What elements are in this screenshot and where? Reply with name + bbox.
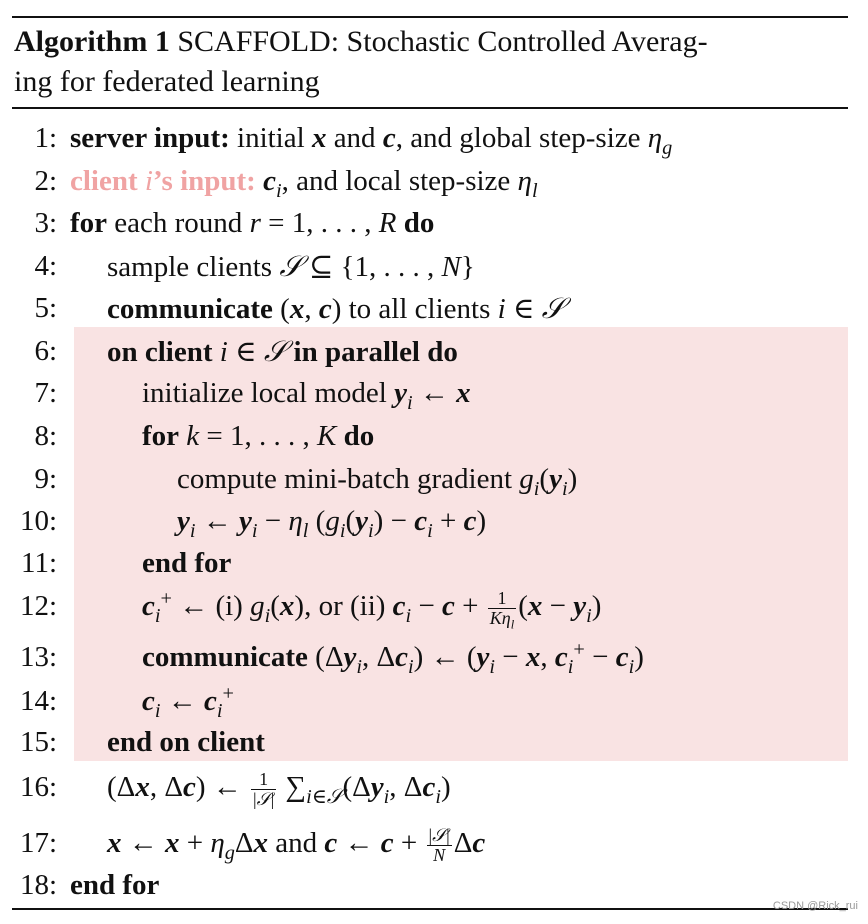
algo-line-4: 4: sample clients 𝒮 ⊆ {1, . . . , N} — [34, 249, 475, 283]
algo-line-2: 2: client i’s input: $c_i$, and local step-size $\eta_l$ — [34, 165, 538, 202]
watermark: CSDN @Rick_rui — [772, 900, 858, 912]
algo-line-8: 8: for k = 1, . . . , K do — [34, 420, 375, 452]
title-rule — [12, 107, 848, 109]
fraction: $\frac{1}{\text{|𝒮|}}$ — [253, 768, 275, 810]
algo-line-15: 15: end on client — [19, 726, 265, 758]
algo-line-12: 12: $c_i^+$ ← (i) $g_i(x)$, or (ii) $c_i - c$ + $\frac{1}{K\eta_l}$ $(x - y_i)$ — [19, 587, 602, 632]
top-rule — [12, 16, 848, 18]
algo-line-7: 7: initialize local model $y_i$ ← x — [34, 377, 471, 414]
algo-line-3: 3: for each round r = 1, . . . , R do — [34, 207, 435, 239]
algo-line-14: 14: $c_i$ ← $c_i^+$ — [19, 682, 234, 722]
algo-line-13: 13: communicate ($\Delta y_i$, $\Delta c_i$) ← ($y_i - x$, $c_i^+ - c_i$) — [19, 638, 644, 678]
bottom-rule — [12, 908, 848, 910]
fraction: $\frac{\text{|𝒮|}}{N}$ — [428, 824, 450, 865]
algo-line-10: 10: $y_i$ ← $y_i - \eta_l$ $(g_i(y_i) - c_i + c)$ — [19, 505, 487, 542]
algorithm-title — [14, 22, 848, 102]
algo-line-9: 9: compute mini-batch gradient $g_i(y_i)$ — [34, 463, 578, 500]
algo-line-17: 17: x ← $x + \eta_g\Delta x$ and c ← c + $\frac{\text{|𝒮|}}{N}$ Δc — [19, 824, 486, 865]
keyword: server input: — [70, 122, 230, 154]
algo-line-6: 6: on client i ∈ 𝒮 in parallel do — [34, 334, 458, 368]
client-input-keyword: client i’s input: — [70, 165, 256, 197]
algorithm-label: Algorithm 1 — [14, 25, 170, 58]
algo-line-16: 16: (Δx, Δc) ← $\frac{1}{\text{|𝒮|}}$ $\sum_{i\in 𝒮}(\Delta y_i$, $\Delta c_i$) — [19, 768, 451, 810]
algo-line-5: 5: communicate (x, c) to all clients i ∈ 𝒮 — [34, 291, 565, 325]
algo-line-18: 18: end for — [19, 869, 160, 901]
algorithm-title-cont: ing for federated learning — [14, 65, 320, 98]
algorithm-title-text: SCAFFOLD: Stochastic Controlled Averag- — [177, 25, 708, 58]
fraction: $\frac{1}{K\eta_l}$ — [489, 587, 515, 632]
algo-line-1: 1: server input: initial x and c, and global step-size $\eta_g$ — [34, 122, 673, 159]
algo-line-11: 11: end for — [21, 547, 232, 579]
